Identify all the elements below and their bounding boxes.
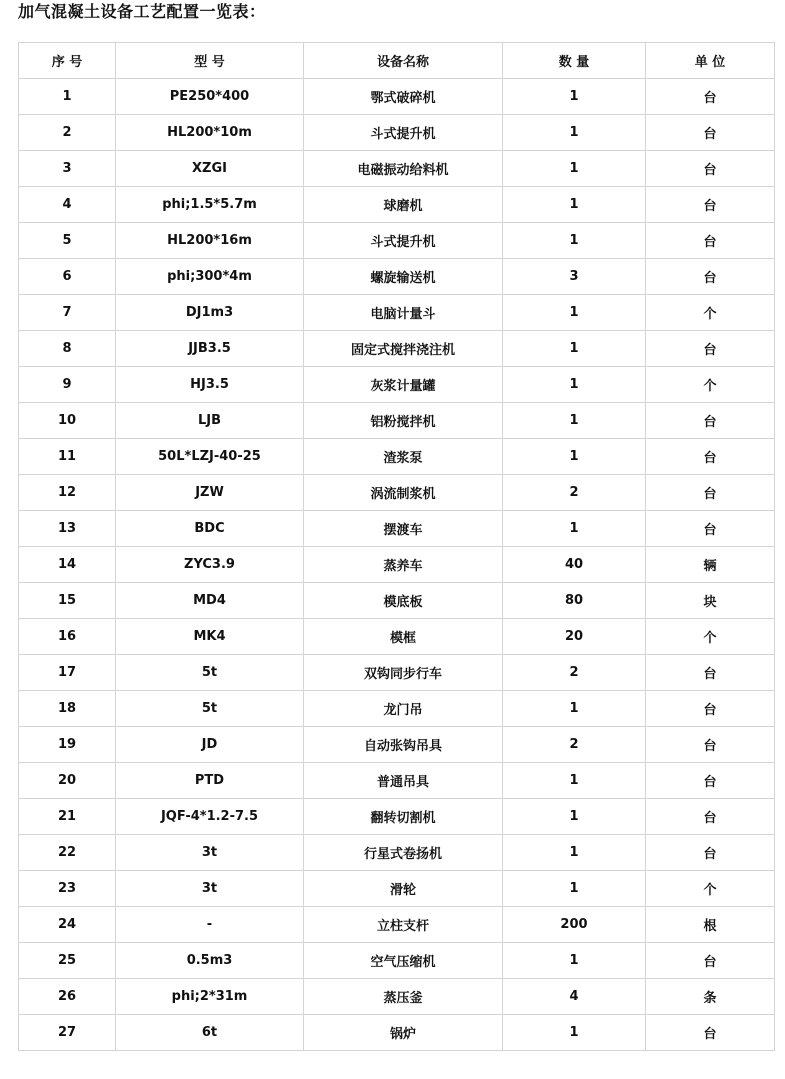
table-row bbox=[19, 439, 775, 475]
cell-equipment-name: 螺旋输送机 bbox=[304, 259, 503, 295]
table-row bbox=[19, 367, 775, 403]
table-row bbox=[19, 475, 775, 511]
cell-index: 19 bbox=[19, 727, 116, 763]
cell-quantity: 1 bbox=[503, 79, 646, 115]
cell-unit: 台 bbox=[646, 439, 775, 475]
cell-unit: 台 bbox=[646, 1015, 775, 1051]
cell-index: 17 bbox=[19, 655, 116, 691]
cell-model: 5t bbox=[116, 691, 304, 727]
cell-quantity: 4 bbox=[503, 979, 646, 1015]
table-row bbox=[19, 583, 775, 619]
cell-quantity: 1 bbox=[503, 1015, 646, 1051]
cell-unit: 台 bbox=[646, 835, 775, 871]
table-row bbox=[19, 907, 775, 943]
cell-equipment-name: 灰浆计量罐 bbox=[304, 367, 503, 403]
table-header-row bbox=[19, 43, 775, 79]
cell-model: JJB3.5 bbox=[116, 331, 304, 367]
cell-index: 11 bbox=[19, 439, 116, 475]
table-row bbox=[19, 619, 775, 655]
cell-model: LJB bbox=[116, 403, 304, 439]
cell-quantity: 1 bbox=[503, 439, 646, 475]
cell-quantity: 1 bbox=[503, 295, 646, 331]
cell-index: 18 bbox=[19, 691, 116, 727]
cell-index: 24 bbox=[19, 907, 116, 943]
cell-quantity: 1 bbox=[503, 799, 646, 835]
cell-model: phi;1.5*5.7m bbox=[116, 187, 304, 223]
table-row bbox=[19, 151, 775, 187]
cell-unit: 条 bbox=[646, 979, 775, 1015]
cell-index: 14 bbox=[19, 547, 116, 583]
cell-equipment-name: 自动张钩吊具 bbox=[304, 727, 503, 763]
cell-unit: 台 bbox=[646, 511, 775, 547]
table-row bbox=[19, 943, 775, 979]
cell-equipment-name: 空气压缩机 bbox=[304, 943, 503, 979]
cell-equipment-name: 斗式提升机 bbox=[304, 115, 503, 151]
cell-model: HL200*10m bbox=[116, 115, 304, 151]
cell-index: 22 bbox=[19, 835, 116, 871]
cell-index: 21 bbox=[19, 799, 116, 835]
cell-equipment-name: 蒸养车 bbox=[304, 547, 503, 583]
cell-unit: 个 bbox=[646, 619, 775, 655]
cell-equipment-name: 斗式提升机 bbox=[304, 223, 503, 259]
cell-index: 25 bbox=[19, 943, 116, 979]
table-row bbox=[19, 835, 775, 871]
cell-equipment-name: 翻转切割机 bbox=[304, 799, 503, 835]
cell-unit: 台 bbox=[646, 763, 775, 799]
cell-model: 3t bbox=[116, 871, 304, 907]
cell-quantity: 1 bbox=[503, 187, 646, 223]
cell-unit: 个 bbox=[646, 367, 775, 403]
cell-model: PE250*400 bbox=[116, 79, 304, 115]
cell-quantity: 1 bbox=[503, 835, 646, 871]
cell-model: JZW bbox=[116, 475, 304, 511]
cell-quantity: 2 bbox=[503, 727, 646, 763]
cell-index: 13 bbox=[19, 511, 116, 547]
table-row bbox=[19, 187, 775, 223]
cell-unit: 台 bbox=[646, 259, 775, 295]
cell-index: 20 bbox=[19, 763, 116, 799]
table-row bbox=[19, 871, 775, 907]
cell-index: 16 bbox=[19, 619, 116, 655]
cell-unit: 根 bbox=[646, 907, 775, 943]
cell-equipment-name: 渣浆泵 bbox=[304, 439, 503, 475]
table-row bbox=[19, 763, 775, 799]
table-row bbox=[19, 259, 775, 295]
cell-unit: 台 bbox=[646, 115, 775, 151]
cell-quantity: 2 bbox=[503, 475, 646, 511]
cell-equipment-name: 锅炉 bbox=[304, 1015, 503, 1051]
table-row bbox=[19, 115, 775, 151]
cell-equipment-name: 模底板 bbox=[304, 583, 503, 619]
cell-model: 5t bbox=[116, 655, 304, 691]
document-title: 加气混凝土设备工艺配置一览表： bbox=[18, 2, 266, 21]
cell-index: 6 bbox=[19, 259, 116, 295]
cell-unit: 台 bbox=[646, 691, 775, 727]
table-row bbox=[19, 331, 775, 367]
table-row bbox=[19, 511, 775, 547]
header-quantity: 数 量 bbox=[503, 43, 646, 79]
table-row bbox=[19, 727, 775, 763]
cell-quantity: 1 bbox=[503, 943, 646, 979]
cell-quantity: 2 bbox=[503, 655, 646, 691]
cell-index: 4 bbox=[19, 187, 116, 223]
table-row bbox=[19, 295, 775, 331]
cell-equipment-name: 铝粉搅拌机 bbox=[304, 403, 503, 439]
table-row bbox=[19, 223, 775, 259]
cell-model: HL200*16m bbox=[116, 223, 304, 259]
header-index: 序 号 bbox=[19, 43, 116, 79]
cell-model: 3t bbox=[116, 835, 304, 871]
cell-quantity: 1 bbox=[503, 691, 646, 727]
cell-model: 0.5m3 bbox=[116, 943, 304, 979]
table-row bbox=[19, 403, 775, 439]
cell-unit: 台 bbox=[646, 799, 775, 835]
cell-equipment-name: 电磁振动给料机 bbox=[304, 151, 503, 187]
cell-quantity: 1 bbox=[503, 115, 646, 151]
cell-quantity: 1 bbox=[503, 763, 646, 799]
cell-quantity: 1 bbox=[503, 403, 646, 439]
cell-index: 3 bbox=[19, 151, 116, 187]
cell-index: 5 bbox=[19, 223, 116, 259]
cell-equipment-name: 电脑计量斗 bbox=[304, 295, 503, 331]
cell-model: XZGI bbox=[116, 151, 304, 187]
cell-unit: 台 bbox=[646, 331, 775, 367]
table-row bbox=[19, 655, 775, 691]
cell-quantity: 1 bbox=[503, 331, 646, 367]
cell-quantity: 20 bbox=[503, 619, 646, 655]
cell-index: 23 bbox=[19, 871, 116, 907]
cell-quantity: 80 bbox=[503, 583, 646, 619]
cell-equipment-name: 摆渡车 bbox=[304, 511, 503, 547]
cell-index: 27 bbox=[19, 1015, 116, 1051]
cell-equipment-name: 固定式搅拌浇注机 bbox=[304, 331, 503, 367]
cell-model: MK4 bbox=[116, 619, 304, 655]
cell-model: JD bbox=[116, 727, 304, 763]
cell-quantity: 200 bbox=[503, 907, 646, 943]
cell-equipment-name: 滑轮 bbox=[304, 871, 503, 907]
cell-quantity: 40 bbox=[503, 547, 646, 583]
cell-equipment-name: 涡流制浆机 bbox=[304, 475, 503, 511]
cell-index: 26 bbox=[19, 979, 116, 1015]
cell-unit: 个 bbox=[646, 871, 775, 907]
cell-equipment-name: 普通吊具 bbox=[304, 763, 503, 799]
cell-index: 8 bbox=[19, 331, 116, 367]
cell-unit: 台 bbox=[646, 727, 775, 763]
cell-model: phi;300*4m bbox=[116, 259, 304, 295]
table-row bbox=[19, 799, 775, 835]
cell-equipment-name: 立柱支杆 bbox=[304, 907, 503, 943]
cell-index: 15 bbox=[19, 583, 116, 619]
cell-model: 50L*LZJ-40-25 bbox=[116, 439, 304, 475]
cell-model: - bbox=[116, 907, 304, 943]
cell-model: 6t bbox=[116, 1015, 304, 1051]
cell-unit: 台 bbox=[646, 943, 775, 979]
cell-equipment-name: 球磨机 bbox=[304, 187, 503, 223]
cell-model: MD4 bbox=[116, 583, 304, 619]
cell-equipment-name: 双钩同步行车 bbox=[304, 655, 503, 691]
table-row bbox=[19, 979, 775, 1015]
table-row bbox=[19, 691, 775, 727]
cell-model: BDC bbox=[116, 511, 304, 547]
cell-unit: 台 bbox=[646, 187, 775, 223]
cell-unit: 个 bbox=[646, 295, 775, 331]
equipment-table bbox=[18, 42, 775, 1051]
cell-model: DJ1m3 bbox=[116, 295, 304, 331]
header-equipment-name: 设备名称 bbox=[304, 43, 503, 79]
cell-index: 12 bbox=[19, 475, 116, 511]
table-row bbox=[19, 79, 775, 115]
cell-unit: 台 bbox=[646, 223, 775, 259]
header-unit: 单 位 bbox=[646, 43, 775, 79]
cell-index: 2 bbox=[19, 115, 116, 151]
cell-model: phi;2*31m bbox=[116, 979, 304, 1015]
cell-unit: 台 bbox=[646, 475, 775, 511]
cell-quantity: 1 bbox=[503, 871, 646, 907]
cell-equipment-name: 行星式卷扬机 bbox=[304, 835, 503, 871]
cell-unit: 块 bbox=[646, 583, 775, 619]
cell-equipment-name: 龙门吊 bbox=[304, 691, 503, 727]
cell-equipment-name: 模框 bbox=[304, 619, 503, 655]
cell-model: PTD bbox=[116, 763, 304, 799]
cell-equipment-name: 鄂式破碎机 bbox=[304, 79, 503, 115]
cell-unit: 辆 bbox=[646, 547, 775, 583]
cell-model: ZYC3.9 bbox=[116, 547, 304, 583]
cell-index: 1 bbox=[19, 79, 116, 115]
header-model: 型 号 bbox=[116, 43, 304, 79]
cell-quantity: 3 bbox=[503, 259, 646, 295]
cell-unit: 台 bbox=[646, 79, 775, 115]
cell-unit: 台 bbox=[646, 655, 775, 691]
cell-quantity: 1 bbox=[503, 151, 646, 187]
table-row bbox=[19, 547, 775, 583]
table-body bbox=[19, 79, 775, 1051]
cell-quantity: 1 bbox=[503, 511, 646, 547]
cell-index: 7 bbox=[19, 295, 116, 331]
table-row bbox=[19, 1015, 775, 1051]
cell-model: JQF-4*1.2-7.5 bbox=[116, 799, 304, 835]
cell-equipment-name: 蒸压釜 bbox=[304, 979, 503, 1015]
cell-index: 9 bbox=[19, 367, 116, 403]
cell-quantity: 1 bbox=[503, 367, 646, 403]
cell-index: 10 bbox=[19, 403, 116, 439]
cell-unit: 台 bbox=[646, 151, 775, 187]
cell-model: HJ3.5 bbox=[116, 367, 304, 403]
cell-unit: 台 bbox=[646, 403, 775, 439]
cell-quantity: 1 bbox=[503, 223, 646, 259]
